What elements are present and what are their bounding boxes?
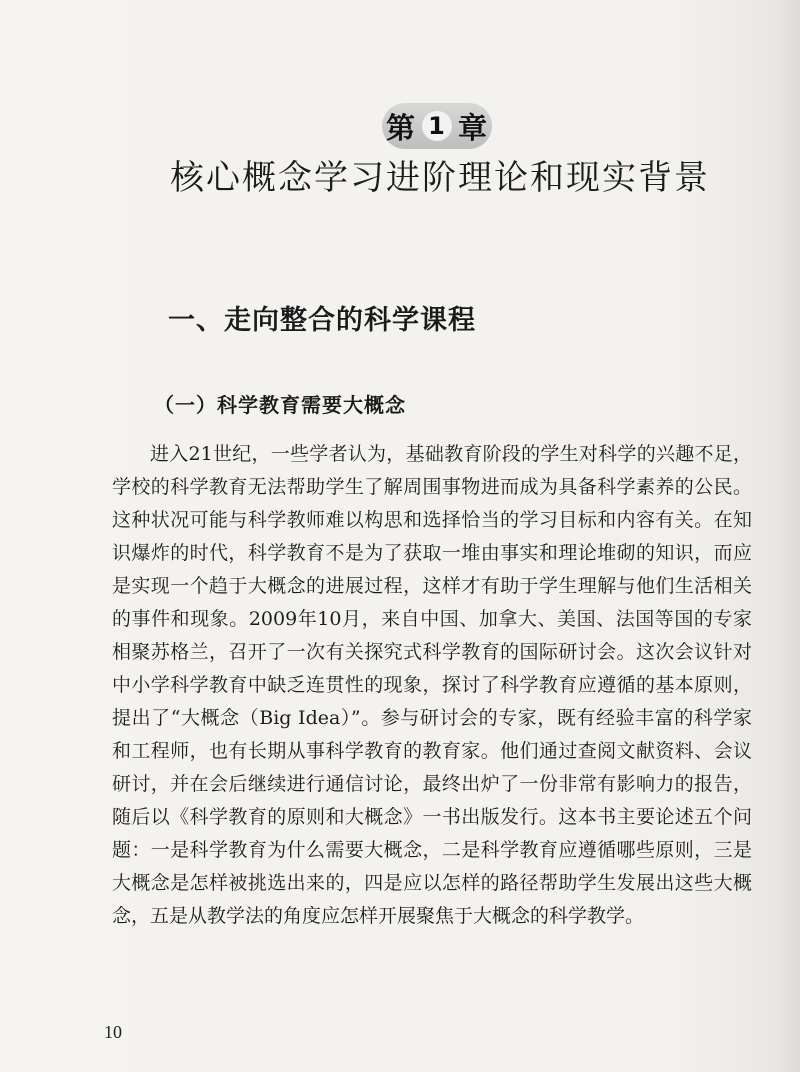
body-text [112,438,752,933]
body-paragraph: 进入21世纪，一些学者认为，基础教育阶段的学生对科学的兴趣不足，学校的科学教育无法帮助学生了解周围事物进而成为具备科学素养的公民。这种状况可能与科学教师难以构思和选择恰当的学习目标和内容有关。在知识爆炸的时代，科学教育不是为了获取一堆由事实和理论堆砌的知识，而应是实现一个趋于大概念的进展过程，这样才有助于学生理解与他们生活相关的事件和现象。2009年10月，来自中国、加拿大、美国、法国等国的专家相聚苏格兰，召开了一次有关探究式科学教育的国际研讨会。这次会议针对中小学科学教育中缺乏连贯性的现象，探讨了科学教育应遵循的基本原则，提出了“大概念（Big Idea）”。参与研讨会的专家，既有经验丰富的科学家和工程师，也有长期从事科学教育的教育家。他们通过查阅文献资料、会议研讨，并在会后继续进行通信讨论，最终出炉了一份非常有影响力的报告，随后以《科学教育的原则和大概念》一书出版发行。这本书主要论述五个问题：一是科学教育为什么需要大概念，二是科学教育应遵循哪些原则，三是大概念是怎样被挑选出来的，四是应以怎样的路径帮助学生发展出这些大概念，五是从教学法的角度应怎样开展聚焦于大概念的科学教学。 [112,443,752,927]
section-heading: 一、走向整合的科学课程 [168,305,476,336]
subsection-heading: （一）科学教育需要大概念 [154,393,406,417]
chapter-prefix: 第 [385,110,416,145]
chapter-label-text [382,103,492,149]
chapter-title: 核心概念学习进阶理论和现实背景 [170,158,710,198]
chapter-number: 1 [422,111,452,141]
chapter-suffix: 章 [458,110,489,145]
chapter-label [382,103,492,149]
page-number: 10 [104,1022,122,1042]
